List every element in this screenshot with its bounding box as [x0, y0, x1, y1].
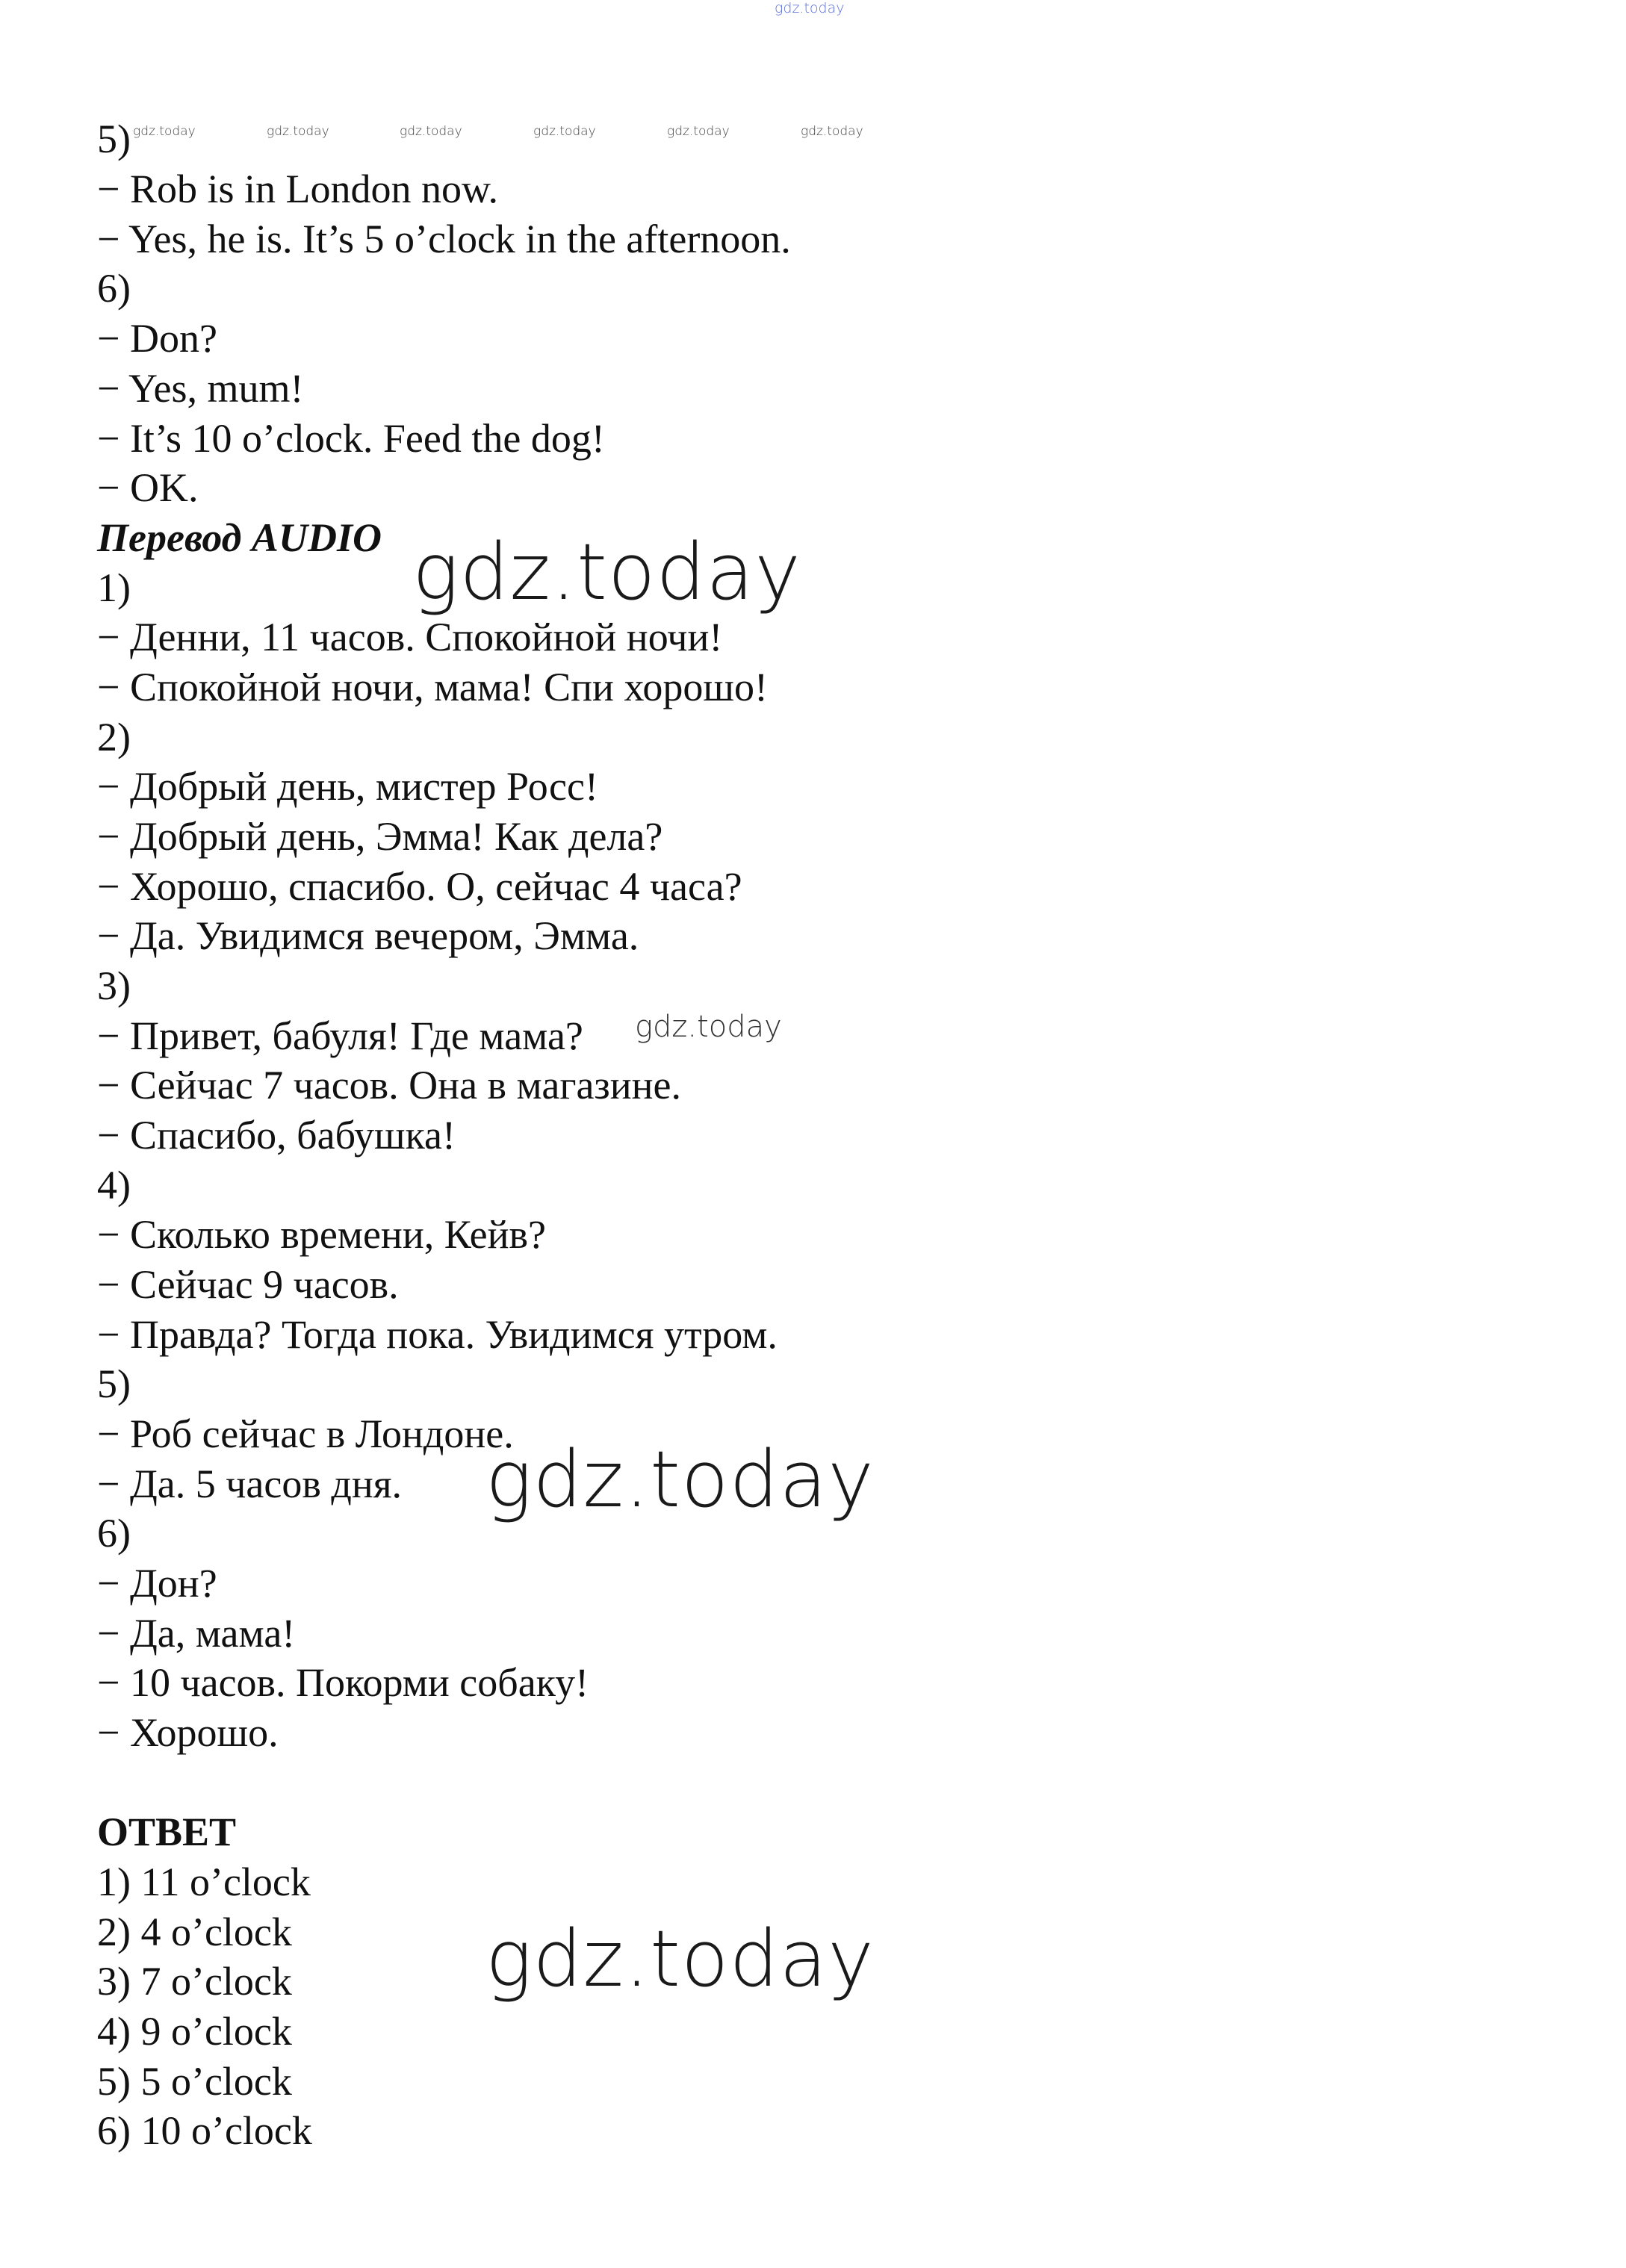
dialogue-line: − Добрый день, мистер Росс!: [97, 764, 598, 809]
dialogue-line: − Роб сейчас в Лондоне.: [97, 1411, 514, 1456]
watermark-tiny-5: gdz.today: [667, 124, 730, 139]
dialogue-line: − Да. 5 часов дня.: [97, 1461, 403, 1506]
dialogue-line: − Yes, he is. It’s 5 o’clock in the afternoon.: [97, 217, 791, 261]
answer-heading: ОТВЕТ: [97, 1809, 237, 1854]
dialogue-number: 5): [97, 116, 131, 161]
dialogue-line: − Да. Увидимся вечером, Эмма.: [97, 913, 639, 958]
watermark-large-1: gdz.today: [412, 526, 801, 618]
watermark-top: gdz.today: [775, 0, 845, 16]
dialogue-line: − Rob is in London now.: [97, 167, 498, 211]
dialogue-line: − Добрый день, Эмма! Как дела?: [97, 814, 663, 859]
watermark-tiny-2: gdz.today: [267, 124, 329, 139]
dialogue-number: 1): [97, 565, 131, 610]
answer-item: 4) 9 o’clock: [97, 2009, 292, 2054]
dialogue-line: − Дон?: [97, 1561, 217, 1606]
dialogue-number: 2): [97, 715, 131, 759]
watermark-tiny-1: gdz.today: [133, 124, 196, 139]
dialogue-line: − Да, мама!: [97, 1611, 296, 1656]
watermark-medium: gdz.today: [635, 1010, 782, 1044]
dialogue-number: 6): [97, 266, 131, 311]
answer-item: 1) 11 o’clock: [97, 1860, 311, 1904]
watermark-tiny-6: gdz.today: [801, 124, 863, 139]
watermark-tiny-4: gdz.today: [533, 124, 596, 139]
answer-item: 2) 4 o’clock: [97, 1910, 292, 1954]
translation-heading: Перевод AUDIO: [97, 515, 382, 560]
dialogue-line: − 10 часов. Покорми собаку!: [97, 1660, 589, 1705]
answer-item: 3) 7 o’clock: [97, 1959, 292, 2004]
watermark-tiny-3: gdz.today: [400, 124, 462, 139]
dialogue-line: − Правда? Тогда пока. Увидимся утром.: [97, 1312, 778, 1357]
dialogue-number: 3): [97, 963, 131, 1008]
dialogue-line: − Спокойной ночи, мама! Спи хорошо!: [97, 665, 768, 709]
dialogue-line: − Yes, mum!: [97, 366, 304, 411]
watermark-large-3: gdz.today: [485, 1913, 875, 2004]
dialogue-line: − OK.: [97, 465, 199, 510]
dialogue-number: 6): [97, 1511, 131, 1556]
dialogue-line: − Денни, 11 часов. Спокойной ночи!: [97, 615, 723, 659]
dialogue-line: − Сейчас 9 часов.: [97, 1262, 399, 1307]
answer-item: 6) 10 o’clock: [97, 2108, 312, 2153]
dialogue-number: 4): [97, 1163, 131, 1208]
dialogue-line: − Сколько времени, Кейв?: [97, 1212, 547, 1257]
dialogue-line: − Привет, бабуля! Где мама?: [97, 1013, 583, 1058]
dialogue-line: − Сейчас 7 часов. Она в магазине.: [97, 1063, 682, 1107]
dialogue-line: − Спасибо, бабушка!: [97, 1113, 456, 1158]
dialogue-line: − It’s 10 o’clock. Feed the dog!: [97, 416, 605, 461]
watermark-large-2: gdz.today: [485, 1434, 875, 1525]
dialogue-line: − Don?: [97, 316, 217, 361]
dialogue-line: − Хорошо.: [97, 1710, 279, 1755]
answer-item: 5) 5 o’clock: [97, 2059, 292, 2104]
dialogue-number: 5): [97, 1361, 131, 1406]
dialogue-line: − Хорошо, спасибо. О, сейчас 4 часа?: [97, 864, 742, 909]
